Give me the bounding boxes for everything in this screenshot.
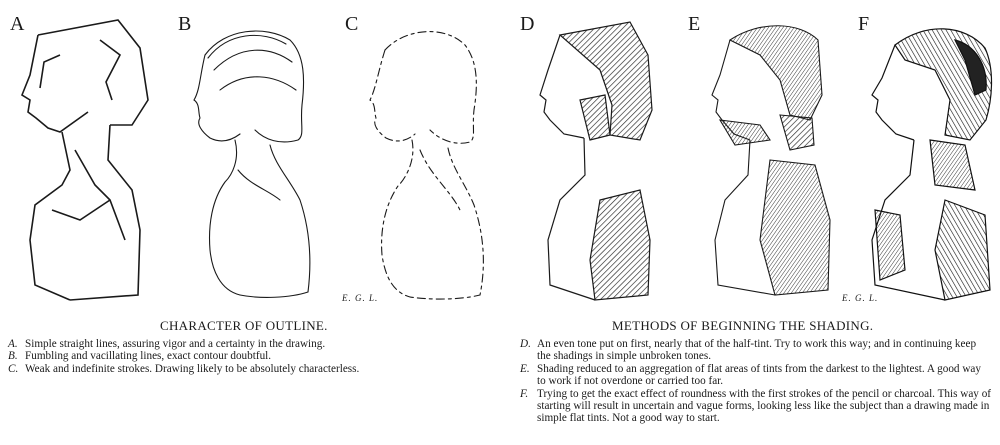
notes-shading [520, 338, 992, 425]
bust-sketch-d [540, 22, 652, 300]
notes-outline [8, 338, 498, 375]
caption-outline: CHARACTER OF OUTLINE. [160, 318, 328, 333]
note-text: Fumbling and vacillating lines, exact contour doubtful. [25, 350, 272, 363]
figure-letter-b: B [178, 13, 192, 35]
note-text: Simple straight lines, assuring vigor and a certainty in the drawing. [25, 338, 326, 350]
note-key: D. [520, 338, 531, 350]
figure-letter-d: D [520, 13, 535, 35]
figure-letter-a: A [10, 13, 25, 35]
note-d [520, 338, 992, 363]
bust-sketch-a [22, 20, 148, 300]
caption-shading: METHODS OF BEGINNING THE SHADING. [612, 318, 874, 333]
bust-sketch-b [194, 31, 310, 297]
figure-letter-c: C [345, 13, 359, 35]
note-c [8, 363, 498, 375]
bust-sketch-c [370, 32, 483, 299]
note-key: F. [520, 387, 529, 400]
note-b [8, 350, 498, 362]
note-key: C. [8, 362, 19, 375]
note-text: Shading reduced to an aggregation of flat areas of tints from the darkest to the lightest. A good way to work if not overdone or carried too far. [537, 362, 981, 388]
note-a [8, 338, 498, 350]
note-f [520, 388, 992, 425]
note-text: Weak and indefinite strokes. Drawing likely to be absolutely characterless. [25, 362, 360, 375]
note-text: An even tone put on first, nearly that of the half-tint. Try to work this way; and in continuing keep the shadings in simple unbroken tones. [537, 338, 977, 363]
bust-sketch-e [712, 26, 830, 295]
note-key: B. [8, 350, 18, 363]
figure-letter-f: F [858, 13, 870, 35]
artist-signature: E. G. L. [342, 293, 379, 303]
artist-signature: E. G. L. [842, 293, 879, 303]
note-e [520, 363, 992, 388]
note-key: A. [8, 338, 18, 350]
note-key: E. [520, 362, 530, 375]
bust-sketch-f [872, 29, 992, 300]
figure-letter-e: E [688, 13, 701, 35]
note-text: Trying to get the exact effect of roundness with the first strokes of the pencil or charcoal. This way of starting will result in uncertain and vague forms, looking less like the subject than a drawing made in simple flat tints. Not a good way to start. [537, 387, 992, 425]
